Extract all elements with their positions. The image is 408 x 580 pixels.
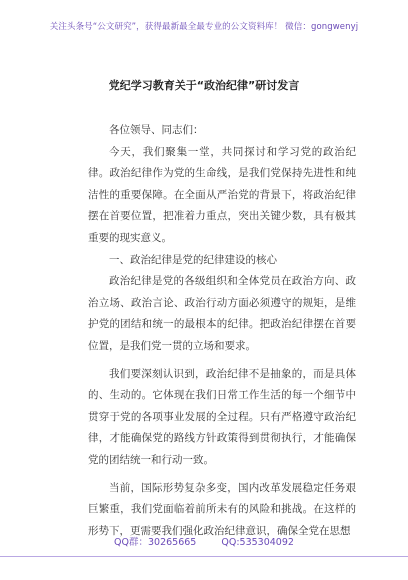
body-paragraph: 当前，国际形势复杂多变，国内改革发展稳定任务艰巨繁重，我们党面临着前所未有的风险和挑战。在这样的形势下，更需要我们强化政治纪律意识，确保全党在思想	[88, 481, 356, 537]
body-paragraph: 我们要深刻认识到，政治纪律不是抽象的，而是具体的、生动的。它体现在我们日常工作生活的每一个细节中贯穿于党的各项事业发展的全过程。只有严格遵守政治纪律，才能确保党的路线方针政策得到贯彻执行，才能确保党的团结统一和行动一致。	[88, 367, 356, 466]
body-paragraph: 政治纪律是党的各级组织和全体党员在政治方向、政治立场、政治言论、政治行动方面必须遵守的规矩，是维护党的团结和统一的最根本的纪律。把政治纪律摆在首要位置，是我们党一贯的立场和要求。	[88, 275, 356, 352]
footer-contact	[0, 534, 408, 548]
document-body	[88, 120, 356, 542]
salutation: 各位领导、同志们：	[109, 124, 204, 136]
body-paragraph: 今天，我们聚集一堂，共同探讨和学习党的政治纪律。政治纪律作为党的生命线，是我们党保持先进性和纯洁性的重要保障。在全面从严治党的背景下，将政治纪律摆在首要位置，把准着力重点，突出关键少数，具有极其重要的现实意义。	[88, 145, 356, 244]
footer-divider	[0, 556, 408, 557]
section-heading: 一、政治纪律是党的纪律建设的核心	[109, 253, 277, 266]
footer-qq-group: QQ群：30265665	[114, 537, 197, 548]
footer-qq-number: QQ:535304092	[221, 537, 294, 548]
header-banner: 关注头条号“公文研究”，获得最新最全最专业的公文资料库！ 微信：gongwenyj	[49, 22, 359, 32]
document-title: 党纪学习教育关于“政治纪律”研讨发言	[108, 79, 300, 92]
